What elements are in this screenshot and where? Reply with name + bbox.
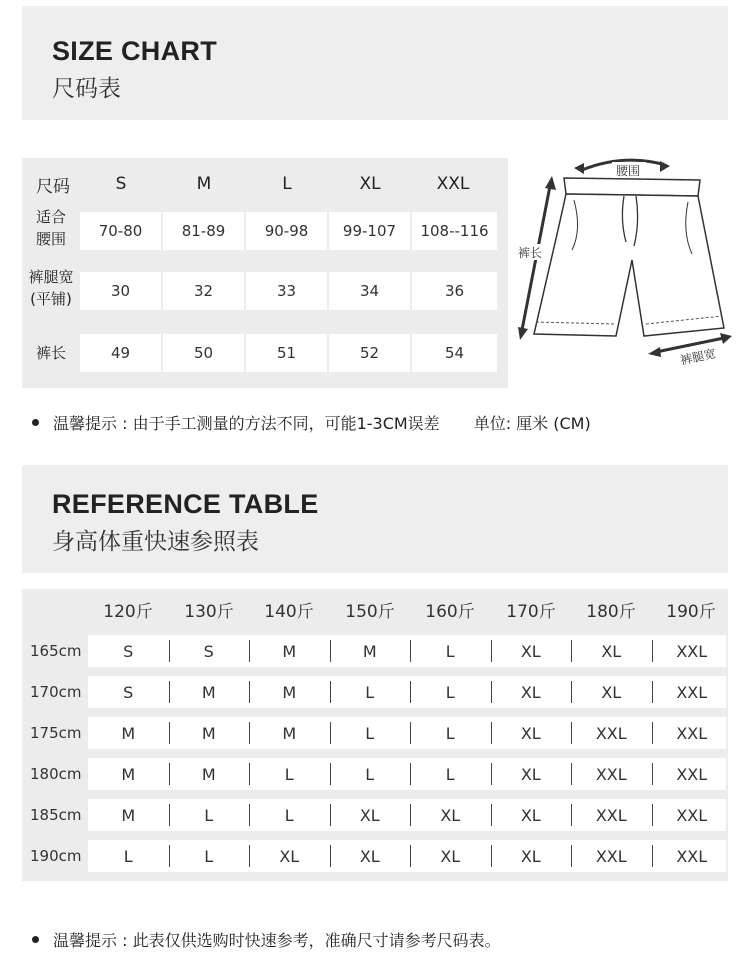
size-value-cell: 81-89 [163,212,244,250]
column-divider [491,763,492,785]
size-value-cell: 51 [246,334,327,372]
length-label: 裤长 [518,246,543,260]
column-divider [571,722,572,744]
size-cell: XXL [595,764,627,784]
height-label: 185cm [30,806,82,824]
size-header-cell: S [115,174,127,194]
weight-header-cell: 190斤 [666,602,716,622]
size-cell: XXL [676,764,708,784]
column-divider [330,722,331,744]
size-cell: XL [359,805,380,825]
column-divider [652,763,653,785]
size-cell: XL [520,764,541,784]
table-row [88,635,726,667]
size-cell: XL [520,682,541,702]
column-divider [571,804,572,826]
column-divider [169,763,170,785]
size-cell: XL [520,723,541,743]
column-divider [249,681,250,703]
table-row [88,840,726,872]
size-cell: L [445,641,455,661]
size-cell: XL [440,805,461,825]
weight-header-cell: 130斤 [184,602,234,622]
column-divider [330,804,331,826]
table-row [88,799,726,831]
height-label: 165cm [30,642,82,660]
column-divider [652,845,653,867]
reference-table-subtitle: 身高体重快速参照表 [52,529,259,555]
waist-label: 腰围 [616,164,641,178]
unit-label: 单位: 厘米 (CM) [473,414,591,433]
column-divider [249,804,250,826]
column-divider [169,845,170,867]
size-cell: M [201,764,216,784]
size-cell: XXL [676,805,708,825]
column-divider [491,681,492,703]
column-divider [410,722,411,744]
size-header-cell: XL [359,174,381,194]
size-value-cell: 54 [412,334,497,372]
column-divider [571,763,572,785]
size-value-cell: 52 [329,334,410,372]
size-value-cell: 36 [412,272,497,310]
size-cell: L [284,805,294,825]
size-chart-header [22,6,728,120]
size-value-cell: 32 [163,272,244,310]
size-cell: M [362,641,377,661]
weight-header-cell: 170斤 [506,602,556,622]
reference-table-header [22,465,728,573]
size-cell: L [284,764,294,784]
size-cell: M [282,723,297,743]
size-cell: S [123,641,134,661]
size-value-cell: 49 [80,334,161,372]
size-chart-note: 温馨提示 : 由于手工测量的方法不同，可能1-3CM误差 单位: 厘米 (CM) [32,411,591,434]
size-cell: XL [520,846,541,866]
leg-width-label: 裤腿宽 [679,346,718,368]
size-cell: S [203,641,214,661]
size-value-cell: 33 [246,272,327,310]
reference-table-title: REFERENCE TABLE [52,489,319,519]
column-divider [491,722,492,744]
size-cell: XXL [676,723,708,743]
size-cell: M [121,723,136,743]
size-cell: M [201,723,216,743]
size-cell: L [445,723,455,743]
size-header-cell: M [196,174,212,194]
size-cell: M [121,764,136,784]
height-label: 180cm [30,765,82,783]
row-label-waist: 适合 腰围 [35,208,66,248]
column-divider [652,640,653,662]
column-divider [491,845,492,867]
size-chart-table [22,158,508,388]
column-divider [652,681,653,703]
column-divider [410,845,411,867]
column-divider [169,640,170,662]
column-divider [652,804,653,826]
size-header-cell: XXL [436,174,470,194]
size-value-cell: 90-98 [246,212,327,250]
column-divider [410,640,411,662]
row-label-leg-width: 裤腿宽 (平铺) [28,268,74,308]
column-divider [571,845,572,867]
height-label: 190cm [30,847,82,865]
size-chart-title: SIZE CHART [52,36,217,66]
size-cell: XXL [676,846,708,866]
column-divider [330,845,331,867]
table-row [88,758,726,790]
column-divider [169,681,170,703]
column-divider [330,640,331,662]
size-cell: XXL [595,723,627,743]
column-divider [652,722,653,744]
size-cell: S [123,682,134,702]
size-cell: XL [601,682,622,702]
size-cell: M [282,682,297,702]
column-divider [410,681,411,703]
column-divider [169,804,170,826]
column-divider [249,722,250,744]
size-cell: M [282,641,297,661]
height-label: 170cm [30,683,82,701]
size-cell: L [204,805,214,825]
reference-table-note: 温馨提示 : 此表仅供选购时快速参考，准确尺寸请参考尺码表。 [32,928,501,951]
weight-header-cell: 160斤 [425,602,475,622]
weight-header-cell: 150斤 [345,602,395,622]
size-cell: XXL [595,846,627,866]
column-divider [330,763,331,785]
size-value-cell: 30 [80,272,161,310]
size-value-cell: 99-107 [329,212,410,250]
size-cell: XXL [676,641,708,661]
column-divider [410,804,411,826]
size-value-cell: 70-80 [80,212,161,250]
size-cell: XXL [595,805,627,825]
column-divider [330,681,331,703]
size-cell: XL [601,641,622,661]
size-cell: L [445,682,455,702]
size-cell: XL [440,846,461,866]
column-divider [410,763,411,785]
size-cell: L [204,846,214,866]
size-cell: L [123,846,133,866]
weight-header-cell: 180斤 [586,602,636,622]
column-divider [169,722,170,744]
height-label: 175cm [30,724,82,742]
size-value-cell: 50 [163,334,244,372]
column-divider [491,804,492,826]
bullet-icon [32,936,39,943]
size-cell: XXL [676,682,708,702]
size-cell: M [121,805,136,825]
size-cell: L [365,682,375,702]
bullet-icon [32,419,39,426]
size-cell: L [365,723,375,743]
column-divider [571,681,572,703]
column-divider [249,763,250,785]
size-value-cell: 108--116 [412,212,497,250]
column-divider [491,640,492,662]
column-divider [571,640,572,662]
size-cell: XL [359,846,380,866]
table-row [88,676,726,708]
shorts-diagram [512,150,742,380]
column-divider [249,640,250,662]
weight-header-cell: 140斤 [264,602,314,622]
size-value-cell: 34 [329,272,410,310]
size-header-cell: L [282,174,292,194]
size-cell: L [445,764,455,784]
weight-header-cell: 120斤 [103,602,153,622]
size-cell: M [201,682,216,702]
size-header-label: 尺码 [36,176,70,197]
size-chart-subtitle: 尺码表 [52,76,121,102]
size-cell: XL [279,846,300,866]
column-divider [249,845,250,867]
size-cell: XL [520,641,541,661]
table-row [88,717,726,749]
size-cell: XL [520,805,541,825]
row-label-length: 裤长 [35,344,66,362]
size-cell: L [365,764,375,784]
